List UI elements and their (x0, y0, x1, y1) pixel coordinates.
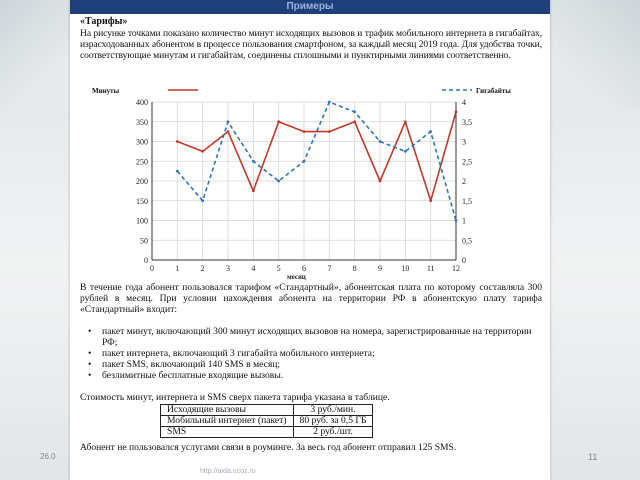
y-left-tick-label: 400 (136, 98, 148, 107)
data-point-minutes (176, 140, 179, 143)
decorative-image-left (0, 0, 70, 110)
data-point-gigabytes (328, 101, 331, 104)
x-tick-label: 11 (426, 264, 435, 273)
y-left-tick-label: 300 (136, 137, 148, 147)
cost-paragraph: Стоимость минут, интернета и SMS сверх пакета тарифа указана в таблице. (80, 392, 390, 403)
data-point-gigabytes (176, 170, 179, 173)
data-point-minutes (328, 130, 331, 133)
table-cell-price: 2 руб./шт. (293, 427, 373, 438)
y-right-tick-label: 0,5 (462, 236, 472, 246)
x-tick-label: 6 (302, 264, 306, 273)
y-left-tick-label: 150 (136, 196, 148, 206)
y-left-tick-label: 250 (136, 157, 148, 167)
x-tick-label: 8 (352, 264, 357, 273)
data-point-gigabytes (277, 180, 280, 183)
x-tick-label: 7 (327, 264, 332, 273)
header-title: Примеры (286, 1, 334, 12)
data-point-gigabytes (404, 150, 407, 153)
y-right-tick-label: 2,5 (462, 157, 472, 167)
bullet-icon: • (88, 326, 92, 337)
x-tick-label: 9 (378, 264, 382, 273)
data-point-gigabytes (379, 140, 382, 143)
y-right-tick-label: 2 (462, 177, 466, 186)
x-axis-label: месяц (286, 273, 306, 281)
intro-paragraph: На рисунке точками показано количество минут исходящих вызовов и трафик мобильного интернета в гигабайтах, израсходованных абонентом в процессе пользования смартфоном, за каждый месяц 2019 года. Для удобства точки, соответствующие минутам и гигабайтам, соединены сплошными и пунктирными линиями соответственно. (80, 28, 542, 61)
series-minutes-line (177, 112, 456, 201)
data-point-minutes (429, 199, 432, 202)
bullet-item (80, 370, 542, 381)
data-point-minutes (252, 189, 255, 192)
bullet-item (80, 359, 542, 370)
tariff-bullet-list (80, 326, 542, 381)
data-point-minutes (404, 120, 407, 123)
footer-paragraph: Абонент не пользовался услугами связи в роуминге. За весь год абонент отправил 125 SMS. (80, 442, 457, 453)
decorative-image-right (540, 0, 640, 110)
legend-gigabytes: Гигабайты (476, 87, 511, 95)
table-cell-price: 3 руб./мин. (293, 405, 373, 416)
table-cell-service: Исходящие вызовы (161, 405, 294, 416)
y-right-tick-label: 1 (462, 216, 466, 226)
data-point-gigabytes (353, 110, 356, 113)
bullet-text: пакет интернета, включающий 3 гигабайта мобильного интернета; (102, 348, 375, 359)
table-row (161, 427, 373, 438)
data-point-minutes (455, 110, 458, 113)
data-point-minutes (201, 150, 204, 153)
x-tick-label: 5 (276, 264, 281, 273)
y-left-tick-label: 0 (144, 256, 148, 265)
y-right-tick-label: 3 (462, 137, 466, 147)
y-left-tick-label: 100 (136, 216, 148, 226)
slide-date: 26.0 (40, 452, 56, 461)
y-right-tick-label: 0 (462, 256, 466, 265)
data-point-minutes (379, 180, 382, 183)
slide-page-number: 11 (588, 452, 598, 462)
y-right-tick-label: 1,5 (462, 196, 472, 206)
bullet-text: пакет SMS, включающий 140 SMS в месяц; (102, 359, 281, 370)
bullet-text: безлимитные бесплатные входящие вызовы. (102, 370, 284, 381)
table-cell-price: 80 руб. за 0,5 ГБ (293, 416, 373, 427)
bullet-item (80, 348, 542, 359)
data-point-minutes (277, 120, 280, 123)
data-point-minutes (227, 130, 230, 133)
x-tick-label: 3 (226, 264, 230, 273)
y-right-tick-label: 3,5 (462, 117, 472, 127)
data-point-gigabytes (303, 160, 306, 163)
x-tick-label: 12 (452, 264, 460, 273)
y-left-tick-label: 200 (136, 177, 148, 186)
source-watermark: http://aida.ucoz.ru (200, 468, 256, 475)
bullet-icon: • (88, 359, 92, 370)
line-chart (70, 82, 550, 282)
table-cell-service: SMS (161, 427, 294, 438)
data-point-gigabytes (429, 130, 432, 133)
document-page (70, 0, 550, 480)
data-point-minutes (353, 120, 356, 123)
table-row (161, 405, 373, 416)
bullet-icon: • (88, 348, 92, 359)
x-tick-label: 2 (200, 264, 205, 273)
bullet-icon: • (88, 370, 92, 381)
data-point-gigabytes (227, 120, 230, 123)
x-tick-label: 0 (150, 264, 154, 273)
x-tick-label: 1 (175, 264, 180, 273)
body-paragraph: В течение года абонент пользовался тарифом «Стандартный», абонентская плата по которому составляла 300 рублей в месяц. При условии нахождения абонента на территории РФ в абонентскую плату тарифа «Стандартный» входит: (80, 282, 542, 315)
data-point-gigabytes (201, 199, 204, 202)
bullet-text: пакет минут, включающий 300 минут исходящих вызовов на номера, зарегистрированные на территории РФ; (102, 326, 532, 348)
legend-minutes: Минуты (92, 87, 120, 95)
data-point-gigabytes (252, 160, 255, 163)
data-point-minutes (303, 130, 306, 133)
y-left-tick-label: 350 (136, 117, 148, 127)
y-right-tick-label: 4 (462, 98, 466, 107)
y-left-tick-label: 50 (140, 236, 148, 246)
bullet-item (80, 326, 542, 348)
x-tick-label: 4 (251, 264, 256, 273)
data-point-gigabytes (455, 219, 458, 222)
section-title: «Тарифы» (80, 16, 128, 27)
price-table (160, 404, 373, 438)
table-cell-service: Мобильный интернет (пакет) (161, 416, 294, 427)
x-tick-label: 10 (401, 264, 410, 273)
table-row (161, 416, 373, 427)
